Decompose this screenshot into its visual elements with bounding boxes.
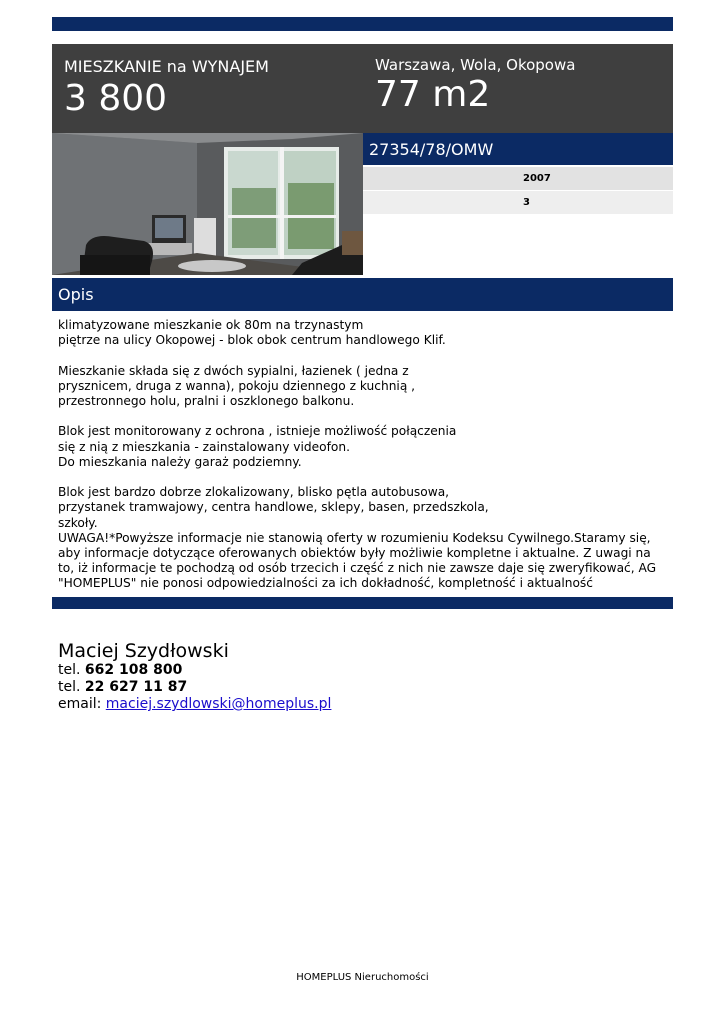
offer-type: MIESZKANIE na WYNAJEM (64, 57, 269, 76)
email-label: email: (58, 696, 102, 712)
footer-text: HOMEPLUS Nieruchomości (296, 972, 429, 983)
phone-number-2: 22 627 11 87 (84, 679, 188, 695)
phone-number-1: 662 108 800 (84, 662, 183, 678)
email-link[interactable]: maciej.szydlowski@homeplus.pl (105, 696, 332, 712)
area: 77 m2 (375, 74, 491, 115)
agent-contact (58, 640, 458, 713)
apartment-photo (52, 133, 363, 275)
phone-line-1 (58, 662, 458, 679)
bottom-divider-bar (52, 597, 673, 609)
agent-name: Maciej Szydłowski (58, 640, 229, 662)
description-text: klimatyzowane mieszkanie ok 80m na trzynastym piętrze na ulicy Okopowej - blok obok centrum handlowego Klif. Mieszkanie składa się z dwóch sypialni, łazienek ( jedna z prysznicem, druga z wanna), pokoju dziennego z kuchnią , przestronnego holu, pralni i oszklonego balkonu. Blok jest monitorowany z ochrona , istnieje możliwość połączenia się z nią z mieszkania - zainstalowany videofon. Do mieszkania należy garaż podziemny. Blok jest bardzo dobrze zlokalizowany, blisko pętla autobusowa, przystanek tramwajowy, centra handlowe, sklepy, basen, przedszkola, szkoły. UWAGA!*Powyższe informacje nie stanowią oferty w rozumieniu Kodeksu Cywilnego.Staramy się, aby informacje dotyczące oferowanych obiektów były możliwie kompletne i aktualne. Z uwagi na to, iż informacje te pochodzą od osób trzecich i część z nich nie zawsze daje się zweryfikować, AG "HOMEPLUS" nie ponosi odpowiedzialności za ich dokładność, kompletność i aktualność (58, 318, 657, 591)
section-title: Opis (58, 285, 94, 304)
reference-number: 27354/78/OMW (369, 140, 494, 159)
detail-row (363, 167, 673, 190)
detail-value: 2007 (523, 173, 551, 184)
email-line (58, 696, 458, 713)
detail-row (363, 191, 673, 214)
tel-label: tel. (58, 679, 81, 695)
listing-header (52, 44, 673, 133)
price: 3 800 (64, 78, 168, 119)
tel-label: tel. (58, 662, 81, 678)
phone-line-2 (58, 679, 458, 696)
location: Warszawa, Wola, Okopowa (375, 56, 576, 74)
top-divider-bar (52, 17, 673, 31)
detail-value: 3 (523, 197, 530, 208)
reference-bar (363, 133, 673, 165)
description-section-header (52, 278, 673, 311)
